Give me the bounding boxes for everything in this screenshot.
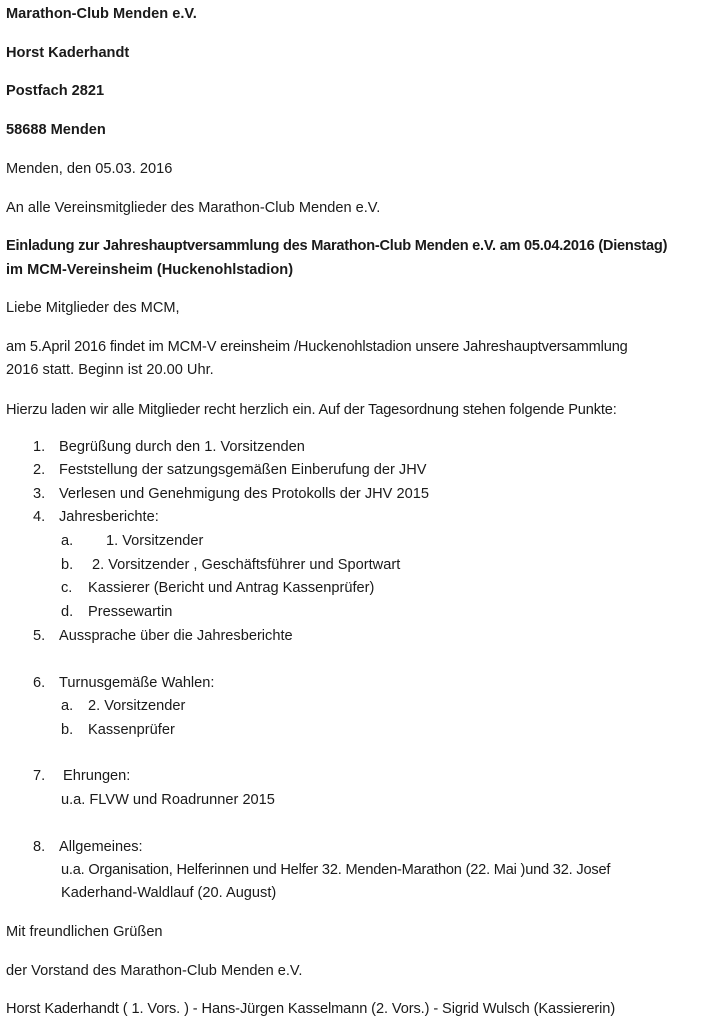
agenda-text: Turnusgemäße Wahlen: bbox=[59, 675, 215, 691]
date-line: Menden, den 05.03. 2016 bbox=[6, 161, 173, 177]
agenda-number: 7. bbox=[33, 768, 46, 784]
intro-line-2: 2016 statt. Beginn ist 20.00 Uhr. bbox=[6, 362, 214, 378]
recipient-line: An alle Vereinsmitglieder des Marathon-Club Menden e.V. bbox=[6, 200, 381, 216]
agenda-sub-text: 2. Vorsitzender bbox=[88, 698, 186, 714]
agenda-sub-number: b. bbox=[61, 557, 74, 573]
agenda-sub-number: a. bbox=[61, 698, 74, 714]
agenda-number: 6. bbox=[33, 675, 46, 691]
intro-line-1: am 5.April 2016 findet im MCM-V ereinsheim /Huckenohlstadion unsere Jahreshauptversammlung bbox=[6, 339, 628, 355]
agenda-text: Verlesen und Genehmigung des Protokolls der JHV 2015 bbox=[59, 486, 429, 502]
sender-name: Horst Kaderhandt bbox=[6, 45, 130, 61]
agenda-text: Feststellung der satzungsgemäßen Einberufung der JHV bbox=[59, 462, 427, 478]
agenda-text: Ehrungen: bbox=[63, 768, 131, 784]
subject-line-2: im MCM-Vereinsheim (Huckenohlstadion) bbox=[6, 262, 294, 278]
agenda-sub-text: 1. Vorsitzender bbox=[106, 533, 204, 549]
agenda-sub-text: Kassenprüfer bbox=[88, 722, 175, 738]
invite-line: Hierzu laden wir alle Mitglieder recht herzlich ein. Auf der Tagesordnung stehen folgende Punkte: bbox=[6, 402, 617, 418]
agenda-text: Aussprache über die Jahresberichte bbox=[59, 628, 293, 644]
agenda-detail: Kaderhand-Waldlauf (20. August) bbox=[61, 885, 277, 901]
agenda-text: Jahresberichte: bbox=[59, 509, 159, 525]
agenda-detail: u.a. FLVW und Roadrunner 2015 bbox=[61, 792, 275, 808]
board-line: der Vorstand des Marathon-Club Menden e.V. bbox=[6, 963, 303, 979]
agenda-detail: u.a. Organisation, Helferinnen und Helfer 32. Menden-Marathon (22. Mai )und 32. Josef bbox=[61, 862, 611, 878]
sender-city: 58688 Menden bbox=[6, 122, 106, 138]
agenda-number: 8. bbox=[33, 839, 46, 855]
agenda-sub-number: d. bbox=[61, 604, 74, 620]
agenda-sub-number: c. bbox=[61, 580, 73, 596]
agenda-number: 5. bbox=[33, 628, 46, 644]
agenda-sub-text: Pressewartin bbox=[88, 604, 173, 620]
salutation: Liebe Mitglieder des MCM, bbox=[6, 300, 180, 316]
agenda-number: 2. bbox=[33, 462, 46, 478]
subject-line-1: Einladung zur Jahreshauptversammlung des Marathon-Club Menden e.V. am 05.04.2016 (Dienstag) bbox=[6, 238, 668, 254]
agenda-sub-text: Kassierer (Bericht und Antrag Kassenprüfer) bbox=[88, 580, 375, 596]
sender-club: Marathon-Club Menden e.V. bbox=[6, 6, 197, 22]
agenda-sub-text: 2. Vorsitzender , Geschäftsführer und Sportwart bbox=[92, 557, 401, 573]
closing: Mit freundlichen Grüßen bbox=[6, 924, 163, 940]
agenda-sub-number: b. bbox=[61, 722, 74, 738]
agenda-number: 3. bbox=[33, 486, 46, 502]
agenda-number: 4. bbox=[33, 509, 46, 525]
agenda-sub-number: a. bbox=[61, 533, 74, 549]
agenda-text: Begrüßung durch den 1. Vorsitzenden bbox=[59, 439, 305, 455]
agenda-number: 1. bbox=[33, 439, 46, 455]
signatures-line: Horst Kaderhandt ( 1. Vors. ) - Hans-Jürgen Kasselmann (2. Vors.) - Sigrid Wulsch (Kassiererin) bbox=[6, 1001, 616, 1017]
sender-postbox: Postfach 2821 bbox=[6, 83, 105, 99]
agenda-text: Allgemeines: bbox=[59, 839, 143, 855]
